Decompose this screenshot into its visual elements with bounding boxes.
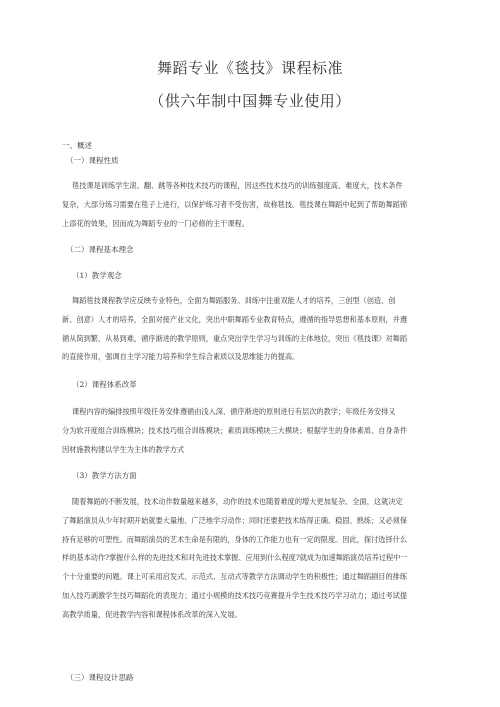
paragraph-teaching-methods (62, 493, 438, 625)
paragraph-line: 课程内容的编排按照年级任务安排遵循由浅入深、循序渐进的原则进行有层次的教学；年级任务安排又 (72, 407, 396, 416)
paragraph-course-nature (62, 177, 438, 233)
paragraph-line: 高教学质量，促进教学内容和课程体系改革的深入发展。 (62, 609, 242, 619)
document-subtitle: （供六年制中国舞专业使用） (149, 92, 351, 110)
paragraph-line: 个十分重要的问题。课上可采用启发式、示范式、互动式等教学方法调动学生的积极性；通过舞蹈剧目的排练 (62, 572, 408, 582)
subsection-heading-curriculum-reform: （2）课程体系改革 (72, 380, 137, 389)
subsection-heading-basic-concept: （二）课程基本理念 (66, 245, 134, 254)
paragraph-line: 分为软开度组合训练模块；技术技巧组合训练模块；素质训练模块三大模块；根据学生的身体素质、自身条件 (62, 425, 408, 435)
paragraph-line: 循从简到繁，从易到难，循序渐进的教学原则，重点突出学生学习与训练的主体地位，突出《毯技课》对舞蹈 (62, 333, 408, 343)
paragraph-line: 了舞蹈演员从少年时期开始就要大量地、广泛地学习动作；同时还要把技术练得正确、稳固、熟练；又必须保 (62, 515, 408, 525)
paragraph-line: 随着舞蹈的不断发展，技术动作数量越来越多，动作的技术也随着难度的增大更加复杂、全面，这就决定 (72, 497, 403, 506)
subsection-heading-teaching-methods: （3）教学方法方面 (72, 471, 137, 480)
section-heading-overview: 一、概述 (62, 141, 92, 150)
document-title: 舞蹈专业《毯技》课程标准 (156, 59, 343, 77)
paragraph-line: 毯技课是训练学生滚、翻、跳等各种技术技巧的课程，因这些技术技巧的训练强度高、难度大，技术条件 (72, 181, 403, 190)
paragraph-line: 新、创意）人才的培养，全面对接产业文化，突出中职舞蹈专业教育特点，遵循的指导思想和基本原则，并遵 (62, 314, 408, 324)
paragraph-line: 上添花的效果，因而成为舞蹈专业的一门必修的主干课程。 (62, 218, 249, 228)
subsection-heading-design-ideas: （三）课程设计思路 (66, 673, 134, 682)
paragraph-line: 持有足够的可塑性。而舞蹈演员的艺术生命是有限的，身体的工作能力也有一定的限度。因此，探讨选择什么 (62, 534, 408, 544)
paragraph-line: 因材施教构建以学生为主体的教学方式 (62, 444, 185, 454)
subsection-heading-teaching-concept: （1）教学观念 (72, 271, 122, 280)
paragraph-line: 复杂，大部分练习需要在毯子上进行，以保护练习者不受伤害，故称毯技。毯技课在舞蹈中起到了帮助舞蹈锦 (62, 199, 408, 209)
paragraph-line: 样的基本动作?掌握什么样的先进技术和对先进技术掌握、应用到什么程度?就成为加速舞蹈演员培养过程中一 (62, 553, 408, 563)
paragraph-curriculum-reform (62, 403, 438, 459)
subsection-heading-course-nature: （一）课程性质 (66, 156, 119, 165)
paragraph-teaching-concept (62, 292, 438, 367)
paragraph-line: 的直接作用，强调自主学习能力培养和学生综合素质以及思维能力的提高。 (62, 352, 300, 362)
paragraph-line: 加入技巧剥激学生技巧舞蹈化的表现力；通过小规模的技术技巧竞赛提升学生技术技巧学习动力；通过考试提 (62, 590, 408, 600)
paragraph-line: 舞蹈毯技课程教学应反映专业特色，全面为舞蹈服务。训练中注重双能人才的培养，三创型（创造、创 (72, 296, 396, 305)
